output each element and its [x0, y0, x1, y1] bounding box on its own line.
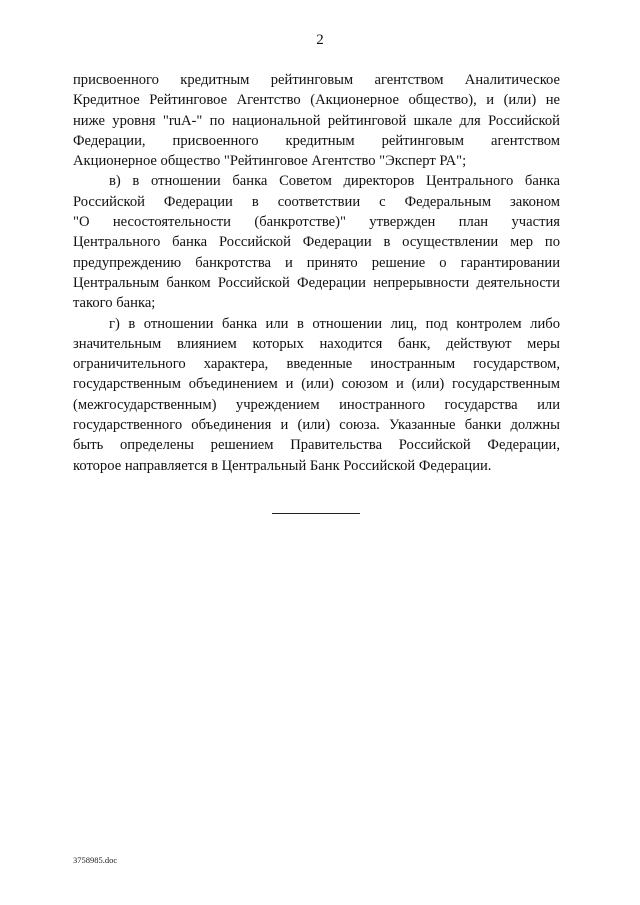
footer-filename: 3758985.doc: [73, 855, 118, 865]
text-line: ограничительного характера, введенные иностранным государством,: [73, 356, 560, 373]
paragraph-item-g: [73, 314, 560, 476]
text-line: значительным влиянием которых находится банк, действуют меры: [73, 335, 560, 352]
text-line: ниже уровня "ruA-" по национальной рейтинговой шкале для Российской: [73, 112, 560, 129]
text-line: Акционерное общество "Рейтинговое Агентство "Эксперт РА";: [73, 153, 467, 170]
text-line: "О несостоятельности (банкротстве)" утвержден план участия: [73, 214, 560, 231]
document-body: [73, 70, 560, 476]
text-line: государственного объединения и (или) союза. Указанные банки должны: [73, 417, 560, 434]
text-line: государственным объединением и (или) союзом и (или) государственным: [73, 376, 560, 393]
text-line: такого банка;: [73, 295, 156, 312]
text-line: присвоенного кредитным рейтинговым агентством Аналитическое: [73, 72, 560, 88]
page-number: 2: [316, 32, 324, 48]
text-line: быть определены решением Правительства Российской Федерации,: [73, 437, 560, 454]
text-line: (межгосударственным) учреждением иностранного государства или: [73, 396, 560, 413]
paragraph-item-v: [73, 171, 560, 313]
text-line: в) в отношении банка Советом директоров Центрального банка: [109, 173, 560, 190]
text-line: г) в отношении банка или в отношении лиц, под контролем либо: [109, 315, 560, 332]
text-line: предупреждению банкротства и принято решение о гарантировании: [73, 254, 560, 271]
end-separator-line: [272, 513, 360, 514]
text-line: Российской Федерации в соответствии с Федеральным законом: [73, 193, 560, 210]
text-line: Центральным банком Российской Федерации непрерывности деятельности: [73, 274, 560, 291]
text-line: которое направляется в Центральный Банк Российской Федерации.: [73, 457, 492, 474]
paragraph-continuation: [73, 70, 560, 171]
text-line: Центрального банка Российской Федерации в осуществлении мер по: [73, 234, 560, 251]
text-line: Кредитное Рейтинговое Агентство (Акционерное общество), и (или) не: [73, 92, 560, 109]
text-line: Федерации, присвоенного кредитным рейтинговым агентством: [73, 132, 560, 149]
